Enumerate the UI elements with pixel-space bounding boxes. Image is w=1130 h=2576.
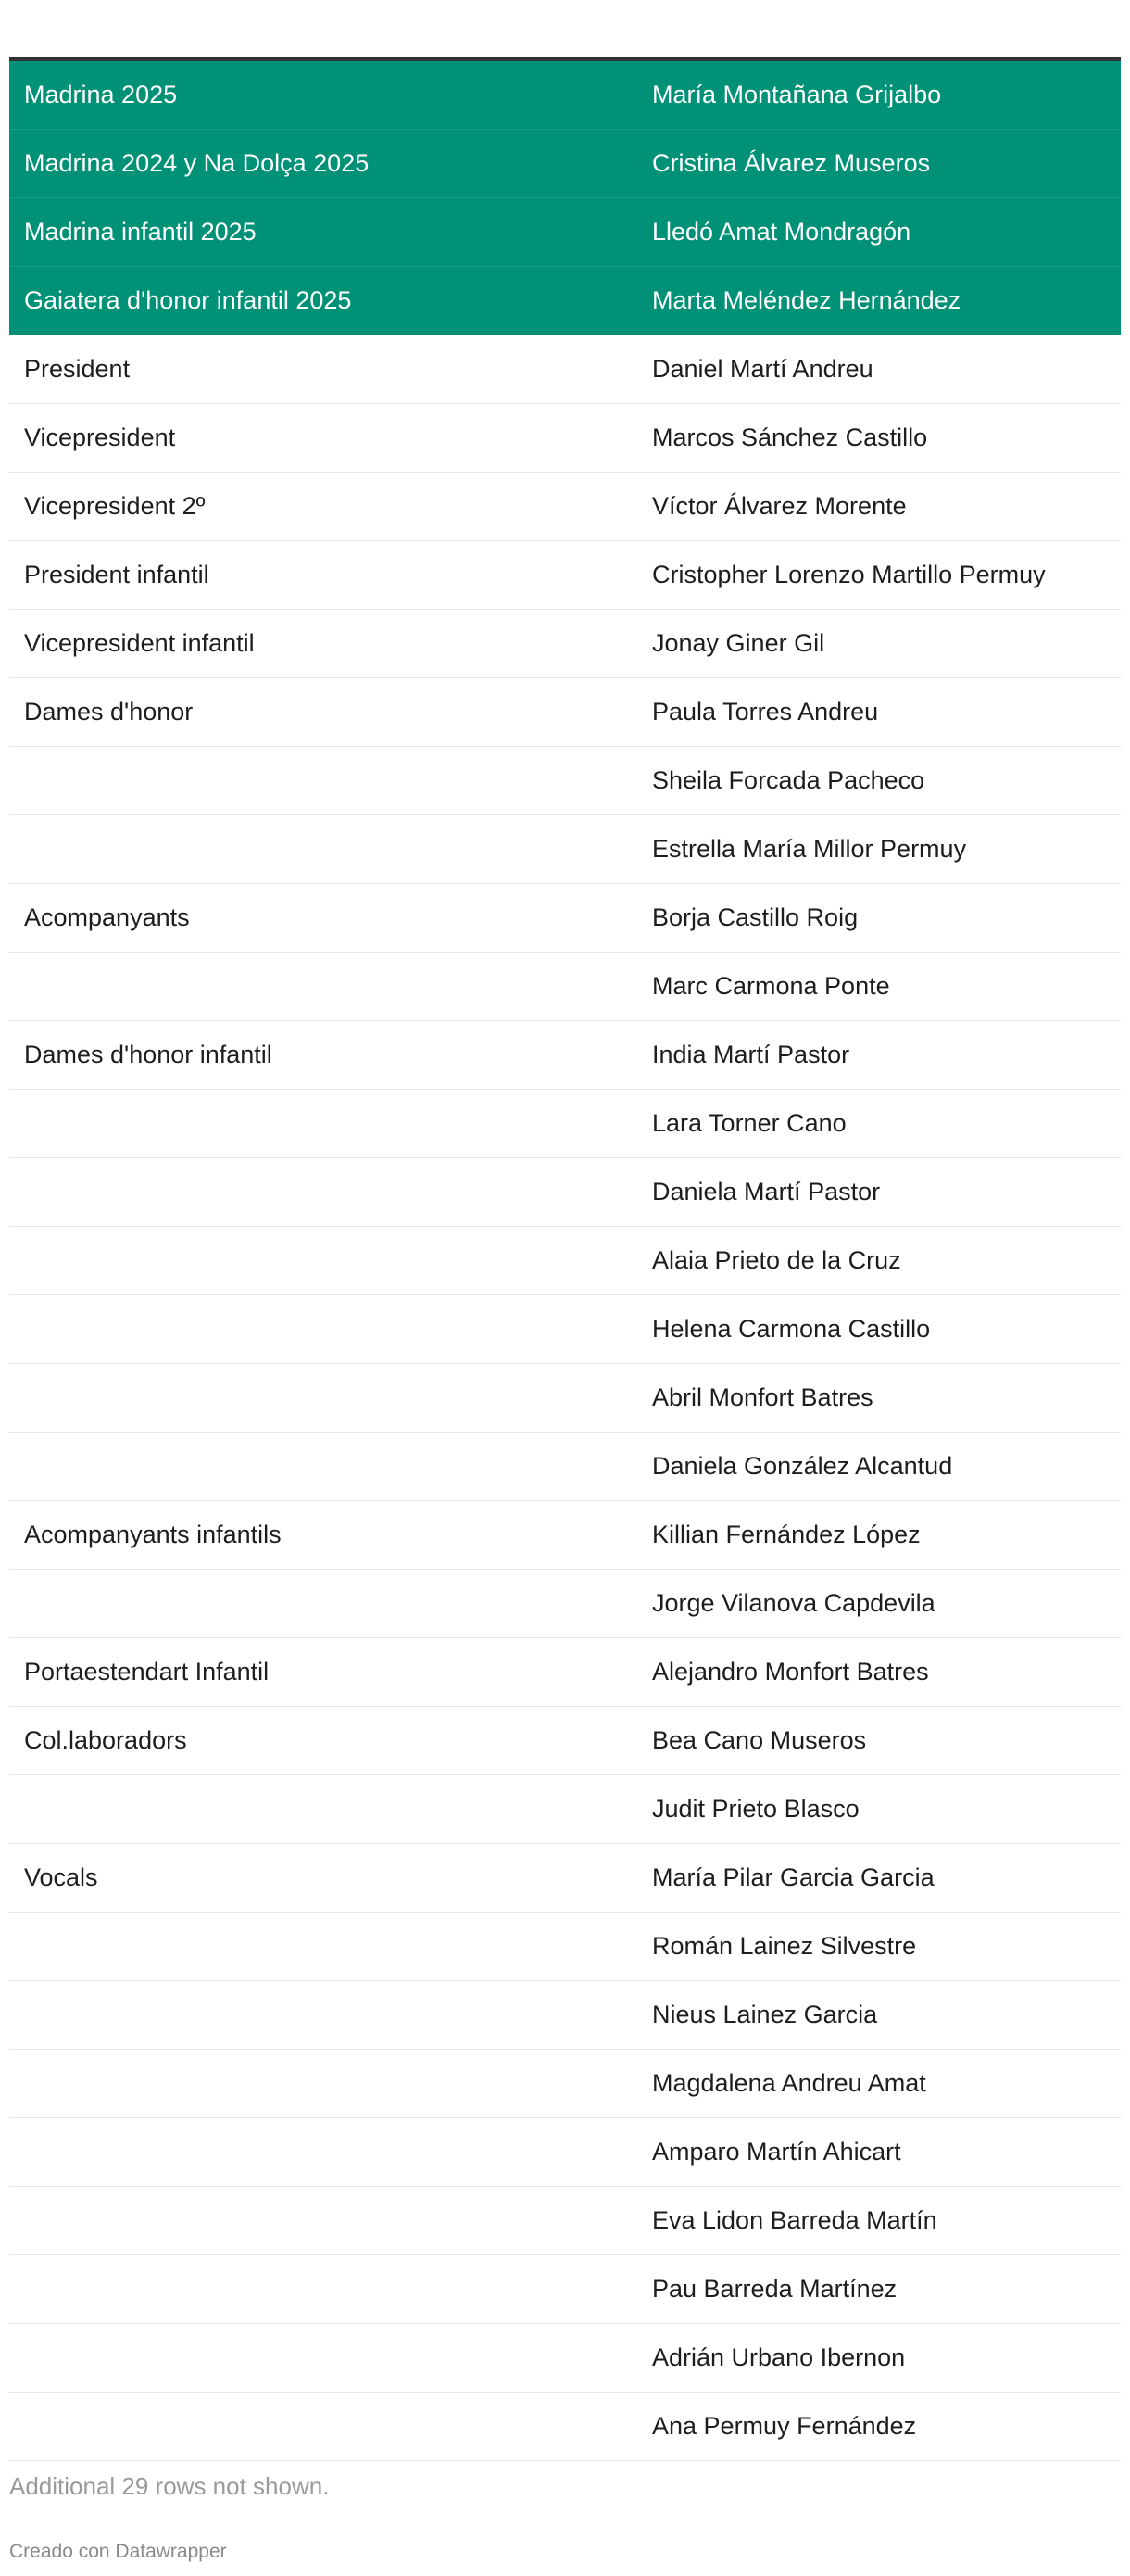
name-cell: Lledó Amat Mondragón <box>652 218 911 246</box>
table-row <box>9 1775 1121 1844</box>
role-cell: Gaiatera d'honor infantil 2025 <box>24 286 352 314</box>
name-cell: Abril Monfort Batres <box>652 1383 873 1411</box>
table-row <box>9 2255 1121 2324</box>
table-row <box>9 1501 1121 1570</box>
highlight-row <box>9 130 1121 198</box>
role-cell: Acompanyants <box>24 903 190 931</box>
table-row <box>9 815 1121 884</box>
name-cell: Alejandro Monfort Batres <box>652 1658 929 1686</box>
role-cell: President <box>24 355 131 383</box>
table-row <box>9 1364 1121 1433</box>
table-body <box>9 61 1121 2461</box>
name-cell: Amparo Martín Ahicart <box>652 2138 901 2166</box>
name-cell: Víctor Álvarez Morente <box>652 492 907 520</box>
name-cell: Helena Carmona Castillo <box>652 1315 931 1343</box>
role-cell: Portaestendart Infantil <box>24 1658 270 1686</box>
table-row <box>9 404 1121 473</box>
name-cell: Cristopher Lorenzo Martillo Permuy <box>652 561 1046 588</box>
table-row <box>9 1570 1121 1638</box>
name-cell: Bea Cano Museros <box>652 1726 867 1754</box>
name-cell: Ana Permuy Fernández <box>652 2412 917 2440</box>
table-row <box>9 1638 1121 1707</box>
rows-hidden-note: Additional 29 rows not shown. <box>9 2472 330 2500</box>
table-row <box>9 1227 1121 1295</box>
table-row <box>9 1981 1121 2050</box>
table-row <box>9 953 1121 1021</box>
name-cell: Paula Torres Andreu <box>652 698 879 726</box>
name-cell: María Pilar Garcia Garcia <box>652 1863 935 1891</box>
table-row <box>9 1021 1121 1090</box>
name-cell: Jonay Giner Gil <box>652 629 825 657</box>
data-table <box>9 57 1121 2461</box>
name-cell: María Montañana Grijalbo <box>652 81 942 108</box>
table-row <box>9 1433 1121 1501</box>
role-cell: Vicepresident infantil <box>24 629 255 657</box>
table-row <box>9 678 1121 747</box>
highlight-row <box>9 267 1121 335</box>
name-cell: Nieus Lainez Garcia <box>652 2001 878 2028</box>
name-cell: Estrella María Millor Permuy <box>652 835 967 863</box>
table-row <box>9 2324 1121 2393</box>
name-cell: Sheila Forcada Pacheco <box>652 766 925 794</box>
datawrapper-credit: Creado con Datawrapper <box>9 2541 227 2562</box>
name-cell: Daniela Martí Pastor <box>652 1178 881 1206</box>
table-row <box>9 1158 1121 1227</box>
table-row <box>9 2118 1121 2187</box>
table-row <box>9 473 1121 541</box>
name-cell: Killian Fernández López <box>652 1521 921 1548</box>
name-cell: Lara Torner Cano <box>652 1109 847 1137</box>
role-cell: Col.laboradors <box>24 1726 187 1754</box>
name-cell: Pau Barreda Martínez <box>652 2275 898 2303</box>
role-cell: Vicepresident 2º <box>24 492 206 520</box>
highlight-row <box>9 61 1121 130</box>
name-cell: Adrián Urbano Ibernon <box>652 2343 906 2371</box>
role-cell: Madrina 2025 <box>24 81 178 108</box>
name-cell: Román Lainez Silvestre <box>652 1932 917 1960</box>
table-row <box>9 1913 1121 1981</box>
table-row <box>9 335 1121 404</box>
role-cell: Madrina infantil 2025 <box>24 218 257 246</box>
table-row <box>9 1844 1121 1913</box>
name-cell: Daniela González Alcantud <box>652 1452 953 1480</box>
name-cell: India Martí Pastor <box>652 1041 850 1068</box>
table-row <box>9 610 1121 678</box>
table-row <box>9 747 1121 815</box>
table-row <box>9 884 1121 953</box>
table-row <box>9 2187 1121 2255</box>
name-cell: Marc Carmona Ponte <box>652 972 890 1000</box>
table-row <box>9 1295 1121 1364</box>
table-row <box>9 541 1121 610</box>
name-cell: Marta Meléndez Hernández <box>652 286 961 314</box>
name-cell: Daniel Martí Andreu <box>652 355 873 383</box>
role-cell: Acompanyants infantils <box>24 1521 282 1548</box>
role-cell: President infantil <box>24 561 209 588</box>
highlight-row <box>9 198 1121 267</box>
role-cell: Dames d'honor <box>24 698 194 726</box>
role-cell: Madrina 2024 y Na Dolça 2025 <box>24 149 370 177</box>
name-cell: Marcos Sánchez Castillo <box>652 423 928 451</box>
name-cell: Jorge Vilanova Capdevila <box>652 1589 935 1617</box>
table-row <box>9 1707 1121 1775</box>
name-cell: Alaia Prieto de la Cruz <box>652 1246 901 1274</box>
table-row <box>9 1090 1121 1158</box>
role-cell: Dames d'honor infantil <box>24 1041 272 1068</box>
role-cell: Vocals <box>24 1863 98 1891</box>
name-cell: Judit Prieto Blasco <box>652 1795 860 1823</box>
name-cell: Magdalena Andreu Amat <box>652 2069 926 2097</box>
table-row <box>9 2050 1121 2118</box>
name-cell: Borja Castillo Roig <box>652 903 859 931</box>
name-cell: Cristina Álvarez Museros <box>652 149 931 177</box>
name-cell: Eva Lidon Barreda Martín <box>652 2206 937 2234</box>
table-row <box>9 2393 1121 2461</box>
role-cell: Vicepresident <box>24 423 176 451</box>
